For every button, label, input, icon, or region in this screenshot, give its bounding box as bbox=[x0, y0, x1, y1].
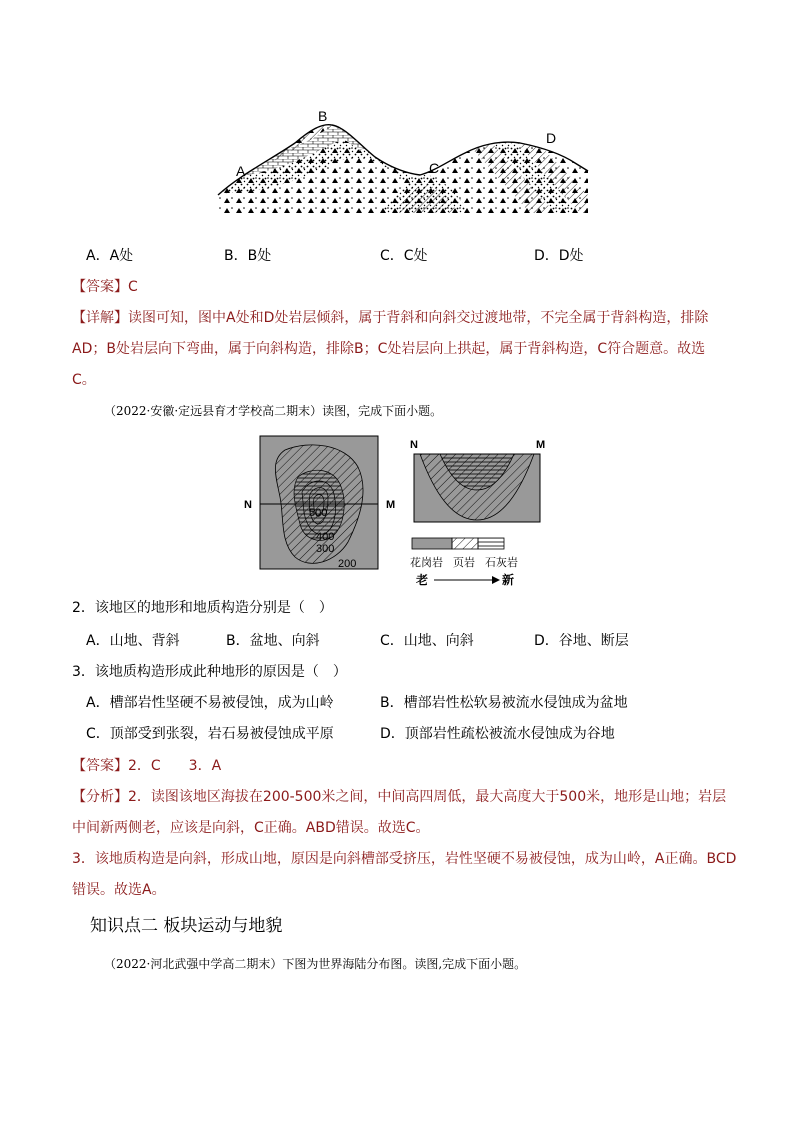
contour-map-and-section-figure bbox=[240, 432, 560, 592]
contour-400-label: 400 bbox=[316, 531, 335, 543]
point-a-label: A bbox=[236, 163, 246, 179]
legend-limestone-label: 石灰岩 bbox=[485, 557, 518, 569]
map-m-label: M bbox=[386, 499, 396, 511]
q3-option-d: D．顶部岩性疏松被流水侵蚀成为谷地 bbox=[380, 726, 615, 742]
q3-stem: 3．该地质构造形成此种地形的原因是（ ） bbox=[72, 664, 347, 680]
q1-option-a: A．A处 bbox=[86, 248, 134, 264]
detail-text-1: 读图可知，图中A处和D处岩层倾斜，属于背斜和向斜交过渡地带，不完全属于背斜构造，排除 bbox=[128, 310, 709, 326]
section-m-label: M bbox=[536, 439, 546, 451]
answer-1 bbox=[72, 277, 138, 297]
detail-1-line-1 bbox=[72, 308, 708, 328]
answer-value: C bbox=[128, 279, 138, 295]
detail-1-line-3: C。 bbox=[72, 372, 96, 388]
q2-option-c: C．山地、向斜 bbox=[380, 633, 474, 649]
contour-300-label: 300 bbox=[316, 543, 335, 555]
point-b-label: B bbox=[318, 108, 328, 124]
age-new-label: 新 bbox=[502, 573, 515, 587]
detail-tag: 【详解】 bbox=[72, 310, 128, 326]
legend-shale-swatch bbox=[452, 538, 478, 549]
analysis-text-1: 2．读图该地区海拔在200-500米之间，中间高四周低，最大高度大于500米，地形是山地；岩层 bbox=[128, 789, 727, 805]
q3-option-a: A．槽部岩性坚硬不易被侵蚀，成为山岭 bbox=[86, 695, 334, 711]
q2-option-d: D．谷地、断层 bbox=[534, 633, 629, 649]
legend-granite-swatch bbox=[412, 538, 452, 549]
analysis-line-1 bbox=[72, 787, 726, 807]
q3-option-b: B．槽部岩性松软易被流水侵蚀成为盆地 bbox=[380, 695, 628, 711]
q2-option-a: A．山地、背斜 bbox=[86, 633, 180, 649]
section-heading: 知识点二 板块运动与地貌 bbox=[90, 916, 283, 936]
question-source-3: （2022·河北武强中学高二期末）下图为世界海陆分布图。读图,完成下面小题。 bbox=[104, 957, 527, 971]
analysis-line-3: 3．该地质构造是向斜，形成山地，原因是向斜槽部受挤压，岩性坚硬不易被侵蚀，成为山岭，A正确。BCD bbox=[72, 851, 737, 867]
q3-option-c: C．顶部受到张裂，岩石易被侵蚀成平原 bbox=[86, 726, 334, 742]
answer-tag: 【答案】 bbox=[72, 279, 128, 295]
section-n-label: N bbox=[410, 439, 418, 451]
answer-2-3 bbox=[72, 756, 221, 776]
legend-limestone-swatch bbox=[478, 538, 504, 549]
answer-tag: 【答案】 bbox=[72, 758, 128, 774]
legend-shale-label: 页岩 bbox=[453, 557, 475, 569]
q1-option-b: B．B处 bbox=[224, 248, 272, 264]
geologic-cross-section-figure bbox=[210, 105, 600, 217]
point-c-label: C bbox=[429, 160, 440, 176]
age-old-label: 老 bbox=[416, 573, 429, 587]
question-source-2: （2022·安徽·定远县育才学校高二期末）读图，完成下面小题。 bbox=[104, 404, 443, 418]
analysis-line-4: 错误。故选A。 bbox=[72, 882, 166, 898]
legend-granite-label: 花岗岩 bbox=[410, 557, 443, 569]
detail-1-line-2: AD；B处岩层向下弯曲，属于向斜构造，排除B；C处岩层向上拱起，属于背斜构造，C符合题意。故选 bbox=[72, 341, 706, 357]
q2-option-b: B．盆地、向斜 bbox=[226, 633, 320, 649]
point-d-label: D bbox=[546, 130, 557, 146]
q1-option-c: C．C处 bbox=[380, 248, 428, 264]
answer-value: 2．C 3．A bbox=[128, 758, 222, 774]
analysis-tag: 【分析】 bbox=[72, 789, 128, 805]
contour-200-label: 200 bbox=[338, 558, 357, 570]
contour-500-label: 500 bbox=[309, 507, 328, 519]
q1-option-d: D．D处 bbox=[534, 248, 584, 264]
q2-stem: 2．该地区的地形和地质构造分别是（ ） bbox=[72, 600, 333, 616]
map-n-label: N bbox=[244, 499, 252, 511]
analysis-line-2: 中间新两侧老，应该是向斜，C正确。ABD错误。故选C。 bbox=[72, 820, 430, 836]
